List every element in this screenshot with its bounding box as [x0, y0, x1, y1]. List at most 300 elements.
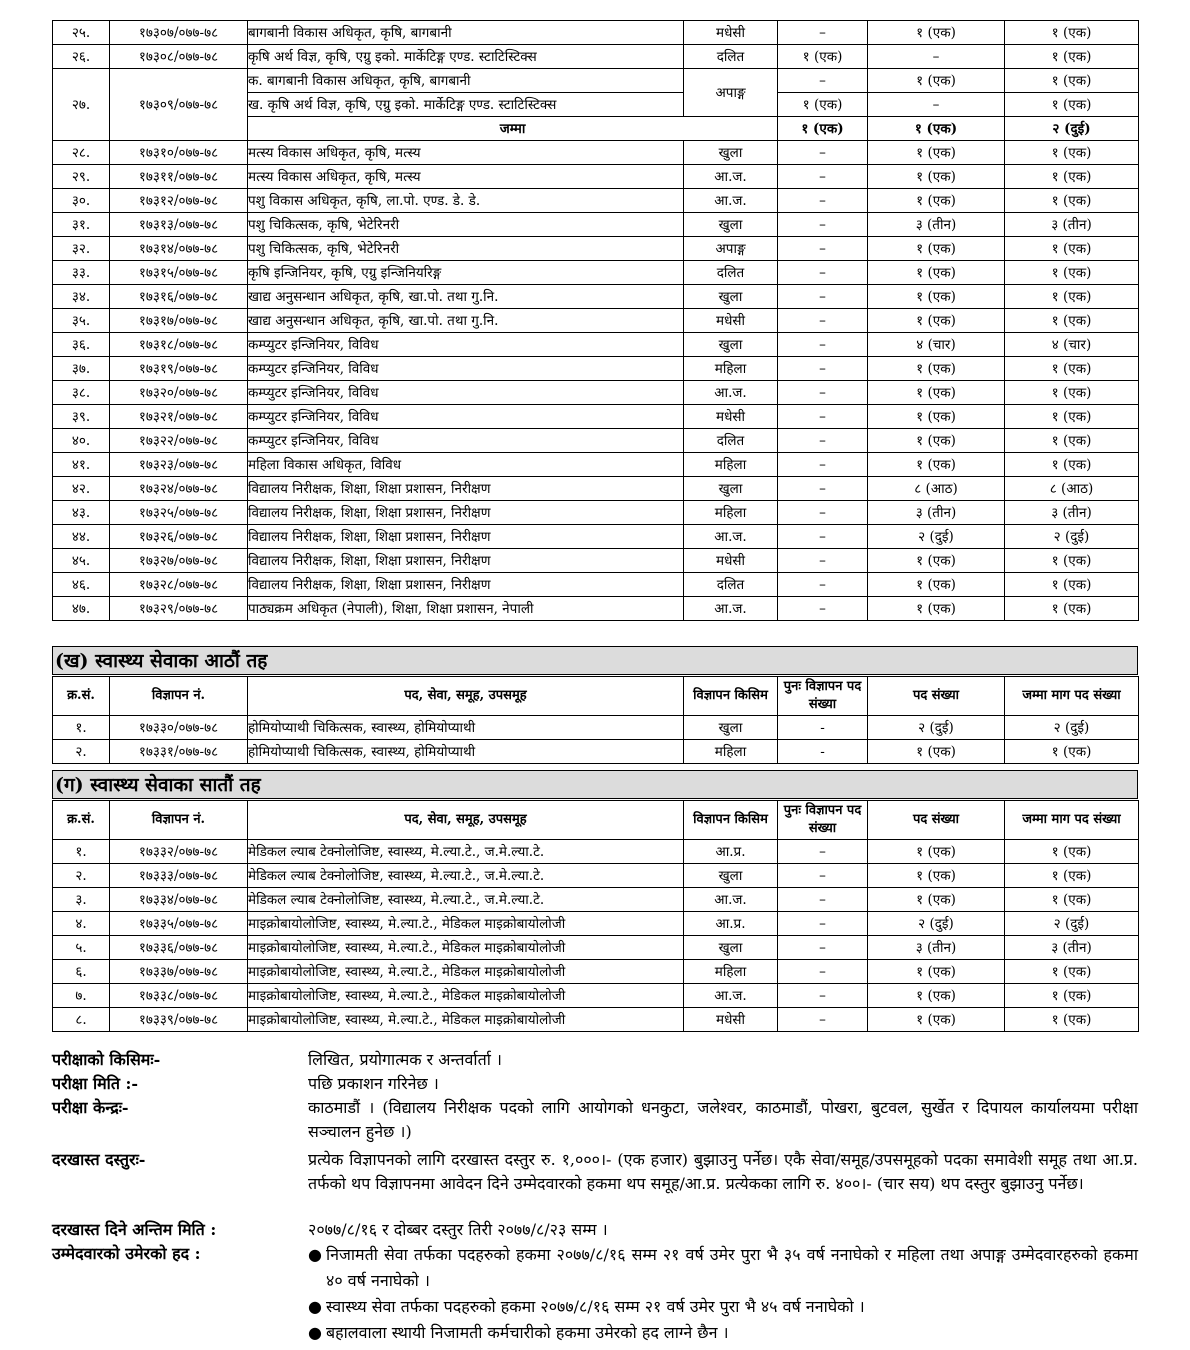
header-re: पुनः विज्ञापन पद संख्या [778, 801, 868, 840]
cell-sn: २. [53, 740, 110, 764]
exam-date-value: पछि प्रकाशन गरिनेछ । [308, 1074, 439, 1093]
table-row [53, 357, 1139, 381]
exam-info [52, 1048, 1138, 1346]
table-row [53, 21, 1139, 45]
age-bullet-list [308, 1242, 1138, 1346]
cell-post: विद्यालय निरीक्षक, शिक्षा, शिक्षा प्रशासन, निरीक्षण [248, 477, 684, 501]
cell-cnt: १ (एक) [868, 237, 1005, 261]
cell-dash: – [778, 261, 868, 285]
table-row [53, 573, 1139, 597]
cell-sum: जम्मा [248, 117, 778, 141]
cell-tot: १ (एक) [1005, 237, 1139, 261]
cell-ty: दलित [684, 429, 778, 453]
cell-ty: आ.ज. [684, 984, 778, 1008]
cell-tot: ३ (तीन) [1005, 936, 1139, 960]
cell-sn: ४१. [53, 453, 110, 477]
cell-cnt: ३ (तीन) [868, 936, 1005, 960]
deadline-value: २०७७/८/१६ र दोब्बर दस्तुर तिरी २०७७/८/२३ सम्म । [308, 1220, 608, 1239]
cell-post: मेडिकल ल्याब टेक्नोलोजिष्ट, स्वास्थ्य, मे.ल्या.टे., ज.मे.ल्या.टे. [248, 888, 684, 912]
header-ad: विज्ञापन नं. [110, 677, 248, 716]
cell-sn: ४४. [53, 525, 110, 549]
cell-cnt: १ (एक) [868, 1008, 1005, 1032]
cell-ty: मधेसी [684, 405, 778, 429]
cell-post: कृषि इन्जिनियर, कृषि, एग्रु इन्जिनियरिङ्ग [248, 261, 684, 285]
header-post: पद, सेवा, समूह, उपसमूह [248, 677, 684, 716]
cell-tot: १ (एक) [1005, 597, 1139, 621]
table-row [53, 716, 1139, 740]
cell-sn: २५. [53, 21, 110, 45]
cell-cnt: १ (एक) [868, 740, 1005, 764]
cell-post: माइक्रोबायोलोजिष्ट, स्वास्थ्य, मे.ल्या.टे., मेडिकल माइक्रोबायोलोजी [248, 936, 684, 960]
cell-post: होमियोप्याथी चिकित्सक, स्वास्थ्य, होमियोप्याथी [248, 740, 684, 764]
header-type: विज्ञापन किसिम [684, 677, 778, 716]
bullet-icon: ● [308, 1297, 322, 1316]
cell-ad: १७३३२/०७७-७८ [110, 840, 248, 864]
header-cnt: पद संख्या [868, 801, 1005, 840]
cell-dash: – [778, 405, 868, 429]
cell-tot: १ (एक) [1005, 69, 1139, 93]
cell-sn: ८. [53, 1008, 110, 1032]
cell-tot: १ (एक) [1005, 45, 1139, 69]
cell-ty: दलित [684, 45, 778, 69]
cell-cnt: ८ (आठ) [868, 477, 1005, 501]
cell-ty: दलित [684, 573, 778, 597]
cell-sn: २९. [53, 165, 110, 189]
cell-post: कम्प्युटर इन्जिनियर, विविध [248, 381, 684, 405]
cell-sn: ४५. [53, 549, 110, 573]
cell-ty: महिला [684, 357, 778, 381]
cell-ad: १७३१८/०७७-७८ [110, 333, 248, 357]
cell-sn: ३२. [53, 237, 110, 261]
cell-ad: १७३२१/०७७-७८ [110, 405, 248, 429]
cell-post: पशु चिकित्सक, कृषि, भेटेरिनरी [248, 213, 684, 237]
cell-ad: १७३१३/०७७-७८ [110, 213, 248, 237]
cell-post: खाद्य अनुसन्धान अधिकृत, कृषि, खा.पो. तथा गु.नि. [248, 285, 684, 309]
cell-dash: – [778, 21, 868, 45]
cell-ad: १७३२०/०७७-७८ [110, 381, 248, 405]
cell-ad: १७३१०/०७७-७८ [110, 141, 248, 165]
cell-sn: ३८. [53, 381, 110, 405]
cell-ty: खुला [684, 333, 778, 357]
cell-ty: आ.ज. [684, 381, 778, 405]
age-row [52, 1242, 1138, 1346]
cell-dash: – [778, 597, 868, 621]
cell-cnt: १ (एक) [868, 405, 1005, 429]
table-row [53, 405, 1139, 429]
header-re: पुनः विज्ञापन पद संख्या [778, 677, 868, 716]
cell-post: मत्स्य विकास अधिकृत, कृषि, मत्स्य [248, 141, 684, 165]
table-row [53, 597, 1139, 621]
cell-tot: ८ (आठ) [1005, 477, 1139, 501]
cell-ad: १७३२७/०७७-७८ [110, 549, 248, 573]
cell-ty: खुला [684, 141, 778, 165]
table-row [53, 165, 1139, 189]
cell-sn: ४६. [53, 573, 110, 597]
cell-post: कम्प्युटर इन्जिनियर, विविध [248, 405, 684, 429]
exam-center-row [52, 1096, 1138, 1148]
cell-dash: – [778, 525, 868, 549]
cell-tot: ३ (तीन) [1005, 213, 1139, 237]
cell-tot: १ (एक) [1005, 141, 1139, 165]
exam-type-row [52, 1048, 1138, 1072]
cell-cnt: १ (एक) [868, 165, 1005, 189]
cell-tot: १ (एक) [1005, 357, 1139, 381]
cell-sn: ७. [53, 984, 110, 1008]
cell-sn: ३. [53, 888, 110, 912]
cell-post: कम्प्युटर इन्जिनियर, विविध [248, 333, 684, 357]
cell-dash: – [778, 501, 868, 525]
exam-center-value: काठमाडौं । (विद्यालय निरीक्षक पदको लागि आयोगको धनकुटा, जलेश्वर, काठमाडौं, पोखरा, बुटवल, सुर्खेत र दिपायल कार्यालयमा परीक्षा सञ्चालन हुनेछ ।) [308, 1098, 1138, 1141]
cell-tot: १ (एक) [1005, 960, 1139, 984]
cell-post: कृषि अर्थ विज्ञ, कृषि, एग्रु इको. मार्केटिङ्ग एण्ड. स्टाटिस्टिक्स [248, 45, 684, 69]
cell-ad: १७३०७/०७७-७८ [110, 21, 248, 45]
cell-tot: १ (एक) [1005, 888, 1139, 912]
cell-post: विद्यालय निरीक्षक, शिक्षा, शिक्षा प्रशासन, निरीक्षण [248, 525, 684, 549]
cell-ad: १७३२३/०७७-७८ [110, 453, 248, 477]
health-seventh-level-table [52, 800, 1139, 1032]
cell-post: माइक्रोबायोलोजिष्ट, स्वास्थ्य, मे.ल्या.टे., मेडिकल माइक्रोबायोलोजी [248, 1008, 684, 1032]
cell-ty: मधेसी [684, 1008, 778, 1032]
cell-tot: १ (एक) [1005, 453, 1139, 477]
cell-dash: – [778, 453, 868, 477]
exam-date-row [52, 1072, 1138, 1096]
cell-tot: १ (एक) [1005, 189, 1139, 213]
cell-ty: खुला [684, 285, 778, 309]
cell-ty: खुला [684, 213, 778, 237]
cell-cnt: ३ (तीन) [868, 213, 1005, 237]
cell-post: क. बागबानी विकास अधिकृत, कृषि, बागबानी [248, 69, 684, 93]
table-row [53, 141, 1139, 165]
cell-tot: १ (एक) [1005, 381, 1139, 405]
table-header-row [53, 677, 1139, 716]
cell-ty: अपाङ्ग [684, 69, 778, 117]
bullet-icon: ● [308, 1323, 322, 1342]
exam-date-label: परीक्षा मिति :- [52, 1074, 139, 1093]
table-row [53, 261, 1139, 285]
cell-ty: आ.ज. [684, 165, 778, 189]
cell-post: कम्प्युटर इन्जिनियर, विविध [248, 429, 684, 453]
cell-ad: १७३०९/०७७-७८ [110, 69, 248, 141]
cell-sn: ३१. [53, 213, 110, 237]
cell-tot: १ (एक) [1005, 840, 1139, 864]
cell-sn: ३३. [53, 261, 110, 285]
cell-ty: महिला [684, 740, 778, 764]
cell-cnt: १ (एक) [868, 261, 1005, 285]
table-row [53, 477, 1139, 501]
cell-cnt: १ (एक) [868, 357, 1005, 381]
exam-type-label: परीक्षाको किसिमः- [52, 1050, 161, 1069]
age-bullet: ● स्वास्थ्य सेवा तर्फका पदहरुको हकमा २०७७/८/१६ सम्म २१ वर्ष उमेर पुरा भै ४५ वर्ष ननाघेको । [308, 1294, 1138, 1320]
cell-post: विद्यालय निरीक्षक, शिक्षा, शिक्षा प्रशासन, निरीक्षण [248, 549, 684, 573]
cell-tot: १ (एक) [1005, 429, 1139, 453]
cell-cnt: – [868, 93, 1005, 117]
cell-ty: मधेसी [684, 21, 778, 45]
cell-dash: – [778, 285, 868, 309]
cell-dash: - [778, 740, 868, 764]
cell-post: पशु विकास अधिकृत, कृषि, ला.पो. एण्ड. डे. डे. [248, 189, 684, 213]
cell-ty: खुला [684, 936, 778, 960]
cell-cnt: १ (एक) [868, 573, 1005, 597]
cell-dash: १ (एक) [778, 93, 868, 117]
age-bullet: ● बहालवाला स्थायी निजामती कर्मचारीको हकमा उमेरको हद लाग्ने छैन । [308, 1320, 1138, 1346]
cell-sn: ४०. [53, 429, 110, 453]
cell-ad: १७३३०/०७७-७८ [110, 716, 248, 740]
cell-tot: १ (एक) [1005, 93, 1139, 117]
bullet-icon: ● [308, 1245, 322, 1264]
cell-dash: – [778, 213, 868, 237]
cell-ad: १७३२९/०७७-७८ [110, 597, 248, 621]
cell-post: महिला विकास अधिकृत, विविध [248, 453, 684, 477]
header-total: जम्मा माग पद संख्या [1005, 801, 1139, 840]
cell-sum: १ (एक) [778, 117, 868, 141]
cell-tot: १ (एक) [1005, 309, 1139, 333]
cell-sn: ३९. [53, 405, 110, 429]
cell-ad: १७३२४/०७७-७८ [110, 477, 248, 501]
cell-ty: मधेसी [684, 549, 778, 573]
health-eighth-level-table [52, 676, 1139, 764]
cell-ty: महिला [684, 501, 778, 525]
cell-dash: – [778, 1008, 868, 1032]
cell-ty: आ.प्र. [684, 840, 778, 864]
cell-post: मेडिकल ल्याब टेक्नोलोजिष्ट, स्वास्थ्य, मे.ल्या.टे., ज.मे.ल्या.टे. [248, 840, 684, 864]
cell-cnt: – [868, 45, 1005, 69]
cell-ty: दलित [684, 261, 778, 285]
cell-sn: १. [53, 716, 110, 740]
cell-ty: खुला [684, 864, 778, 888]
cell-tot: १ (एक) [1005, 549, 1139, 573]
table-row [53, 1008, 1139, 1032]
cell-ad: १७३३७/०७७-७८ [110, 960, 248, 984]
table-row [53, 740, 1139, 764]
cell-ad: १७३११/०७७-७८ [110, 165, 248, 189]
cell-ty: आ.ज. [684, 189, 778, 213]
cell-ad: १७३३३/०७७-७८ [110, 864, 248, 888]
cell-post: खाद्य अनुसन्धान अधिकृत, कृषि, खा.पो. तथा गु.नि. [248, 309, 684, 333]
cell-sn: ४. [53, 912, 110, 936]
cell-cnt: १ (एक) [868, 864, 1005, 888]
cell-ad: १७३१२/०७७-७८ [110, 189, 248, 213]
cell-dash: – [778, 165, 868, 189]
cell-dash: १ (एक) [778, 45, 868, 69]
cell-ty: आ.ज. [684, 597, 778, 621]
table-row [53, 912, 1139, 936]
cell-cnt: २ (दुई) [868, 716, 1005, 740]
table-row [53, 453, 1139, 477]
cell-cnt: १ (एक) [868, 549, 1005, 573]
cell-ty: आ.ज. [684, 525, 778, 549]
cell-ad: १७३३५/०७७-७८ [110, 912, 248, 936]
cell-dash: – [778, 960, 868, 984]
header-type: विज्ञापन किसिम [684, 801, 778, 840]
cell-cnt: १ (एक) [868, 21, 1005, 45]
cell-ty: मधेसी [684, 309, 778, 333]
cell-cnt: १ (एक) [868, 381, 1005, 405]
cell-ad: १७३१६/०७७-७८ [110, 285, 248, 309]
cell-ad: १७३३६/०७७-७८ [110, 936, 248, 960]
cell-dash: – [778, 840, 868, 864]
cell-ty: आ.प्र. [684, 912, 778, 936]
cell-post: माइक्रोबायोलोजिष्ट, स्वास्थ्य, मे.ल्या.टे., मेडिकल माइक्रोबायोलोजी [248, 960, 684, 984]
cell-sn: ३४. [53, 285, 110, 309]
cell-cnt: १ (एक) [868, 840, 1005, 864]
table-row [53, 213, 1139, 237]
table-row [53, 984, 1139, 1008]
cell-post: ख. कृषि अर्थ विज्ञ, कृषि, एग्रु इको. मार्केटिङ्ग एण्ड. स्टाटिस्टिक्स [248, 93, 684, 117]
cell-ty: महिला [684, 960, 778, 984]
cell-cnt: १ (एक) [868, 69, 1005, 93]
cell-sn: ३६. [53, 333, 110, 357]
table-header-row [53, 801, 1139, 840]
table-row [53, 960, 1139, 984]
deadline-label: दरखास्त दिने अन्तिम मिति : [52, 1220, 217, 1239]
table-row [53, 864, 1139, 888]
table-row [53, 888, 1139, 912]
cell-tot: १ (एक) [1005, 864, 1139, 888]
cell-tot: १ (एक) [1005, 984, 1139, 1008]
table-row [53, 45, 1139, 69]
cell-post: होमियोप्याथी चिकित्सक, स्वास्थ्य, होमियोप्याथी [248, 716, 684, 740]
cell-sn: ३७. [53, 357, 110, 381]
table-row [53, 69, 1139, 93]
cell-ad: १७३३१/०७७-७८ [110, 740, 248, 764]
header-sn: क्र.सं. [53, 677, 110, 716]
cell-tot: १ (एक) [1005, 740, 1139, 764]
table-row [53, 429, 1139, 453]
cell-ad: १७३१९/०७७-७८ [110, 357, 248, 381]
header-sn: क्र.सं. [53, 801, 110, 840]
cell-cnt: १ (एक) [868, 429, 1005, 453]
cell-post: कम्प्युटर इन्जिनियर, विविध [248, 357, 684, 381]
cell-cnt: ३ (तीन) [868, 501, 1005, 525]
cell-cnt: १ (एक) [868, 984, 1005, 1008]
cell-dash: – [778, 429, 868, 453]
exam-type-value: लिखित, प्रयोगात्मक र अन्तर्वार्ता । [308, 1050, 502, 1069]
cell-cnt: १ (एक) [868, 309, 1005, 333]
age-label: उम्मेदवारको उमेरको हद : [52, 1244, 201, 1263]
cell-dash: – [778, 141, 868, 165]
fee-label: दरखास्त दस्तुरः- [52, 1150, 146, 1169]
cell-ad: १७३०८/०७७-७८ [110, 45, 248, 69]
table-row [53, 285, 1139, 309]
cell-dash: - [778, 716, 868, 740]
cell-tot: ३ (तीन) [1005, 501, 1139, 525]
cell-post: बागबानी विकास अधिकृत, कृषि, बागबानी [248, 21, 684, 45]
cell-cnt: ४ (चार) [868, 333, 1005, 357]
cell-sn: ४२. [53, 477, 110, 501]
deadline-row [52, 1218, 1138, 1242]
vacancy-table-continued [52, 20, 1139, 621]
cell-dash: – [778, 936, 868, 960]
cell-post: पशु चिकित्सक, कृषि, भेटेरिनरी [248, 237, 684, 261]
cell-cnt: १ (एक) [868, 285, 1005, 309]
cell-ty: महिला [684, 453, 778, 477]
cell-sn: ६. [53, 960, 110, 984]
cell-tot: १ (एक) [1005, 21, 1139, 45]
cell-dash: – [778, 357, 868, 381]
cell-ad: १७३२५/०७७-७८ [110, 501, 248, 525]
cell-ad: १७३१५/०७७-७८ [110, 261, 248, 285]
cell-sn: ३०. [53, 189, 110, 213]
table-row [53, 381, 1139, 405]
cell-sn: ३५. [53, 309, 110, 333]
table-row [53, 936, 1139, 960]
cell-ad: १७३१४/०७७-७८ [110, 237, 248, 261]
cell-sn: ४७. [53, 597, 110, 621]
exam-center-label: परीक्षा केन्द्रः- [52, 1098, 129, 1117]
cell-sum: २ (दुई) [1005, 117, 1139, 141]
cell-sum: १ (एक) [868, 117, 1005, 141]
header-post: पद, सेवा, समूह, उपसमूह [248, 801, 684, 840]
table-row [53, 501, 1139, 525]
cell-sn: २. [53, 864, 110, 888]
cell-ad: १७३१७/०७७-७८ [110, 309, 248, 333]
cell-tot: २ (दुई) [1005, 525, 1139, 549]
cell-dash: – [778, 309, 868, 333]
cell-dash: – [778, 333, 868, 357]
cell-tot: २ (दुई) [1005, 912, 1139, 936]
cell-dash: – [778, 864, 868, 888]
table-row [53, 333, 1139, 357]
table-row [53, 189, 1139, 213]
cell-dash: – [778, 381, 868, 405]
cell-post: विद्यालय निरीक्षक, शिक्षा, शिक्षा प्रशासन, निरीक्षण [248, 573, 684, 597]
cell-tot: १ (एक) [1005, 573, 1139, 597]
cell-post: विद्यालय निरीक्षक, शिक्षा, शिक्षा प्रशासन, निरीक्षण [248, 501, 684, 525]
cell-sn: २८. [53, 141, 110, 165]
cell-dash: – [778, 888, 868, 912]
table-row [53, 840, 1139, 864]
cell-ty: अपाङ्ग [684, 237, 778, 261]
cell-tot: १ (एक) [1005, 1008, 1139, 1032]
cell-post: पाठ्यक्रम अधिकृत (नेपाली), शिक्षा, शिक्षा प्रशासन, नेपाली [248, 597, 684, 621]
cell-cnt: १ (एक) [868, 453, 1005, 477]
table-row [53, 309, 1139, 333]
cell-ty: आ.ज. [684, 888, 778, 912]
cell-ad: १७३२८/०७७-७८ [110, 573, 248, 597]
cell-cnt: २ (दुई) [868, 525, 1005, 549]
cell-sn: २६. [53, 45, 110, 69]
cell-dash: – [778, 189, 868, 213]
cell-post: माइक्रोबायोलोजिष्ट, स्वास्थ्य, मे.ल्या.टे., मेडिकल माइक्रोबायोलोजी [248, 984, 684, 1008]
cell-tot: २ (दुई) [1005, 716, 1139, 740]
cell-ad: १७३३४/०७७-७८ [110, 888, 248, 912]
cell-ad: १७३३८/०७७-७८ [110, 984, 248, 1008]
cell-sn: ५. [53, 936, 110, 960]
section-kha-title: (ख) स्वास्थ्य सेवाका आठौं तह [52, 646, 1138, 675]
cell-ty: खुला [684, 477, 778, 501]
header-total: जम्मा माग पद संख्या [1005, 677, 1139, 716]
section-ga-title: (ग) स्वास्थ्य सेवाका सातौं तह [52, 770, 1138, 799]
cell-post: मत्स्य विकास अधिकृत, कृषि, मत्स्य [248, 165, 684, 189]
cell-dash: – [778, 573, 868, 597]
table-row [53, 237, 1139, 261]
cell-cnt: १ (एक) [868, 141, 1005, 165]
table-row [53, 549, 1139, 573]
header-ad: विज्ञापन नं. [110, 801, 248, 840]
cell-dash: – [778, 549, 868, 573]
cell-cnt: २ (दुई) [868, 912, 1005, 936]
cell-ad: १७३२२/०७७-७८ [110, 429, 248, 453]
table-row [53, 525, 1139, 549]
cell-cnt: १ (एक) [868, 960, 1005, 984]
cell-cnt: १ (एक) [868, 189, 1005, 213]
cell-ad: १७३२६/०७७-७८ [110, 525, 248, 549]
fee-value: प्रत्येक विज्ञापनको लागि दरखास्त दस्तुर रु. १,०००।- (एक हजार) बुझाउनु पर्नेछ। एकै सेवा/समूह/उपसमूहको पदका समावेशी समूह तथा आ.प्र. तर्फको थप विज्ञापनमा आवेदन दिने उम्मेदवारको हकमा थप समूह/आ.प्र. प्रत्येकका लागि रु. ४००।- (चार सय) थप दस्तुर बुझाउनु पर्नेछ। [308, 1150, 1138, 1193]
fee-row [52, 1148, 1138, 1218]
age-bullet: ● निजामती सेवा तर्फका पदहरुको हकमा २०७७/८/१६ सम्म २१ वर्ष उमेर पुरा भै ३५ वर्ष ननाघेको र महिला तथा अपाङ्ग उम्मेदवारहरुको हकमा ४० वर्ष ननाघेको । [308, 1242, 1138, 1294]
cell-sn: २७. [53, 69, 110, 141]
cell-cnt: १ (एक) [868, 597, 1005, 621]
